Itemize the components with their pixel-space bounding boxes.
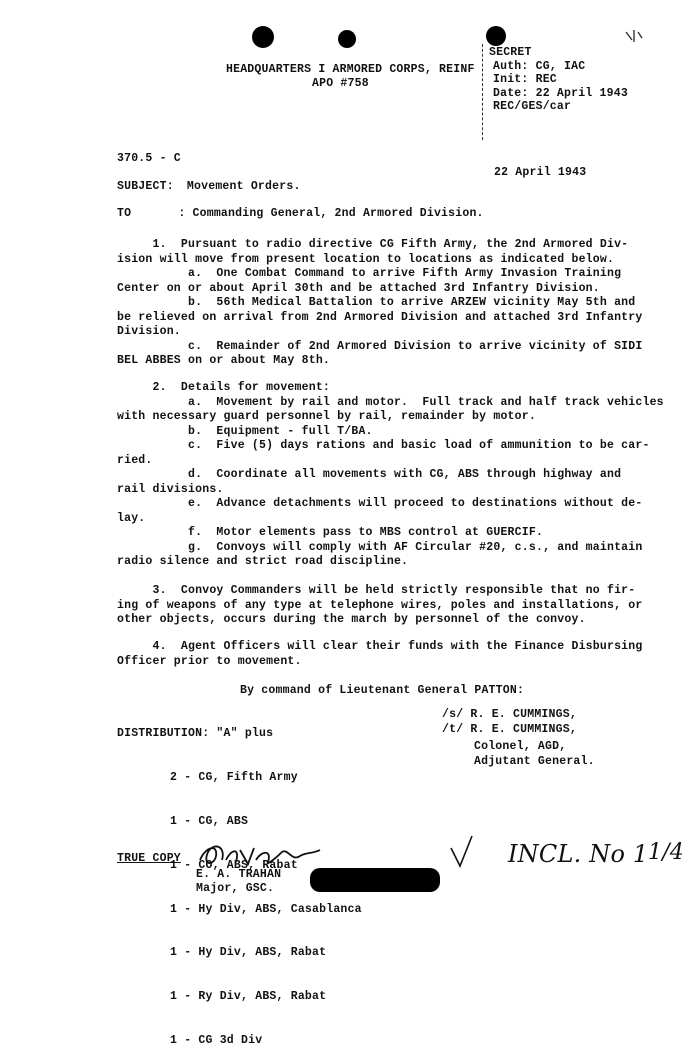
true-copy-rank: Major, GSC.	[196, 882, 275, 895]
signature-rank: Colonel, AGD,	[474, 740, 567, 753]
body-line: c. Remainder of 2nd Armored Division to arrive vicinity of SIDI	[117, 339, 643, 353]
body-line: 3. Convoy Commanders will be held strictly responsible that no fir-	[117, 584, 636, 597]
body-line: a. One Combat Command to arrive Fifth Army Invasion Training	[117, 267, 622, 280]
body-line: g. Convoys will comply with AF Circular #20, c.s., and maintain	[117, 540, 643, 554]
signature-t-line: /t/ R. E. CUMMINGS,	[442, 723, 577, 736]
body-line: 2. Details for movement:	[117, 381, 331, 394]
paragraph-4	[117, 640, 662, 669]
body-line: c. Five (5) days rations and basic load of ammunition to be car-	[117, 439, 650, 452]
true-copy-label: TRUE COPY	[117, 852, 181, 865]
signature-title: Adjutant General.	[474, 755, 595, 768]
distribution-item: 1 - Hy Div, ABS, Casablanca	[170, 902, 362, 916]
body-line: ing of weapons of any type at telephone wires, poles and installations, or	[117, 598, 643, 612]
body-line: other objects, occurs during the march by personnel of the convoy.	[117, 613, 586, 626]
file-number: 370.5 - C	[117, 152, 181, 165]
redaction-blot	[252, 26, 274, 48]
true-copy-name: E. A. TRAHAN	[196, 868, 282, 881]
body-line: 4. Agent Officers will clear their funds with the Finance Disbursing	[117, 640, 643, 653]
body-line: Center on or about April 30th and be attached 3rd Infantry Division.	[117, 281, 600, 295]
corner-mark	[624, 28, 644, 48]
distribution-label: DISTRIBUTION: "A" plus	[117, 727, 274, 740]
body-line: rail divisions.	[117, 482, 224, 496]
to-value: : Commanding General, 2nd Armored Division.	[178, 207, 484, 220]
subject-label: SUBJECT:	[117, 180, 174, 193]
handwritten-initials: 1/4	[648, 840, 685, 865]
body-line: b. 56th Medical Battalion to arrive ARZEW vicinity May 5th and	[117, 296, 636, 309]
paragraph-3	[117, 584, 662, 628]
body-line: be relieved on arrival from 2nd Armored Division and attached 3rd Infantry	[117, 310, 643, 324]
subject-line	[117, 180, 301, 193]
paragraph-1	[117, 238, 662, 369]
body-line: ried.	[117, 453, 153, 467]
classification-block	[483, 46, 643, 114]
distribution-item: 1 - Hy Div, ABS, Rabat	[170, 946, 327, 960]
body-line: f. Motor elements pass to MBS control at GUERCIF.	[117, 526, 544, 539]
classification-stamp: SECRET	[489, 46, 532, 59]
redaction-blot	[338, 30, 356, 48]
classification-date: Date: 22 April 1943	[493, 86, 628, 100]
distribution-item: 1 - CO, ABS, Rabat	[170, 858, 298, 872]
redaction-blot	[486, 26, 506, 46]
classification-ref: REC/GES/car	[493, 100, 572, 113]
body-line: Division.	[117, 325, 181, 338]
body-line: a. Movement by rail and motor. Full track and half track vehicles	[117, 395, 664, 409]
body-line: BEL ABBES on or about May 8th.	[117, 354, 331, 367]
paragraph-2	[117, 381, 662, 570]
body-line: lay.	[117, 511, 146, 525]
header-org-line: HEADQUARTERS I ARMORED CORPS, REINF	[226, 63, 475, 76]
body-line: radio silence and strict road discipline.	[117, 555, 409, 568]
body-line: ision will move from present location to locations as indicated below.	[117, 252, 615, 266]
check-mark	[448, 834, 476, 870]
body-line: b. Equipment - full T/BA.	[117, 424, 373, 438]
body-line: 1. Pursuant to radio directive CG Fifth Army, the 2nd Armored Div-	[117, 238, 629, 251]
subject-value: Movement Orders.	[186, 180, 301, 193]
to-line	[117, 207, 484, 220]
body-line: Officer prior to movement.	[117, 654, 302, 668]
header-apo: APO #758	[312, 77, 369, 90]
distribution-item: 2 - CG, Fifth Army	[170, 771, 298, 785]
distribution-list	[170, 742, 362, 1063]
body-line: d. Coordinate all movements with CG, ABS through highway and	[117, 468, 622, 481]
handwritten-signature	[196, 838, 326, 872]
signature-s-line: /s/ R. E. CUMMINGS,	[442, 708, 577, 721]
to-label: TO	[117, 207, 132, 220]
body-line: e. Advance detachments will proceed to destinations without de-	[117, 497, 643, 510]
distribution-item: 1 - Ry Div, ABS, Rabat	[170, 990, 327, 1004]
command-line: By command of Lieutenant General PATTON:	[240, 684, 525, 697]
classification-auth: Auth: CG, IAC	[493, 59, 586, 73]
letter-date: 22 April 1943	[494, 166, 587, 179]
distribution-item: 1 - CG, ABS	[170, 814, 249, 828]
body-line: with necessary guard personnel by rail, remainder by motor.	[117, 410, 536, 423]
distribution-item: 1 - CG 3d Div	[170, 1033, 263, 1047]
corner-mark-icon	[624, 28, 644, 44]
classification-init: Init: REC	[493, 73, 557, 86]
handwritten-incl-annotation: INCL. No 1	[508, 840, 649, 868]
